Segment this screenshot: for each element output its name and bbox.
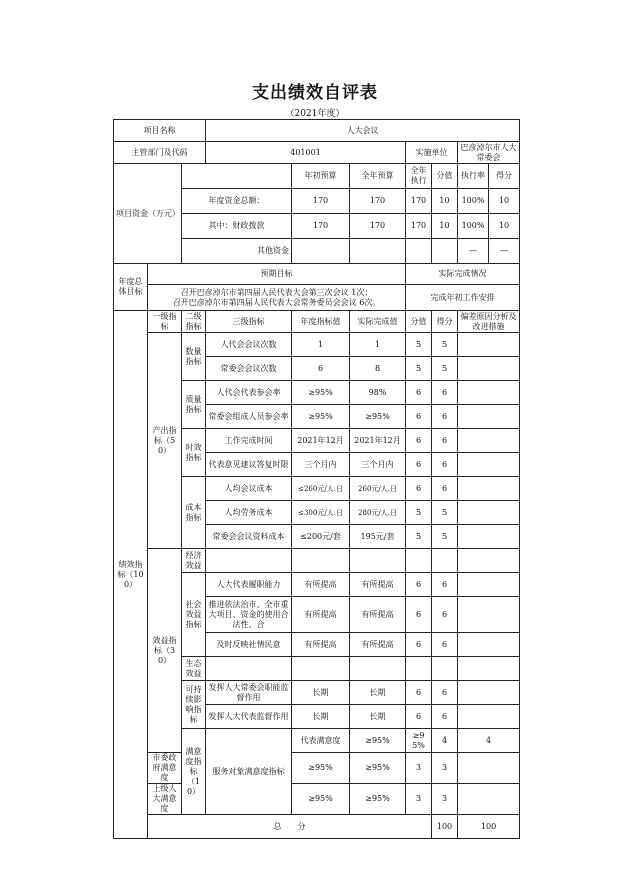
indicator-actual (350, 657, 406, 681)
level2-header: 二级指标 (182, 311, 206, 333)
indicator-score: 5 (432, 501, 458, 525)
indicator-score-val: 6 (406, 381, 432, 405)
dept-code: 401001 (206, 142, 406, 164)
indicator-reason (458, 525, 520, 549)
indicator-name: 常委会会议资料成本 (206, 525, 292, 549)
indicator-target: ≤200元/套 (292, 525, 350, 549)
indicator-actual: 有所提高 (350, 597, 406, 633)
total-label: 总 分 (148, 815, 432, 839)
indicator-actual: 长期 (350, 705, 406, 729)
indicator-name (206, 657, 292, 681)
indicator-target: 有所提高 (292, 633, 350, 657)
indicator-actual: ≥95% (350, 784, 406, 815)
indicator-target (292, 549, 350, 573)
funds-full: 170 (350, 214, 406, 239)
indicator-score-val: 6 (406, 705, 432, 729)
indicator-name: 发挥人大常委会职能监督作用 (206, 681, 292, 705)
annual-goal-header-row (114, 264, 520, 285)
reason-header: 偏差原因分析及改进措施 (458, 311, 520, 333)
target-header: 年度指标值 (292, 311, 350, 333)
funds-score-val: 10 (432, 214, 458, 239)
quality-indicators-label: 质量指标 (182, 381, 206, 429)
indicator-score-val: 5 (406, 357, 432, 381)
indicator-score-val: 3 (406, 784, 432, 815)
indicator-reason (458, 784, 520, 815)
funds-row-label: 其他资金 (182, 239, 292, 264)
indicator-actual: 98% (350, 381, 406, 405)
actual-header: 实际完成值 (350, 311, 406, 333)
dept-row (114, 142, 520, 164)
indicator-name: 常委会组成人员参会率 (206, 405, 292, 429)
indicator-actual: 195元/套 (350, 525, 406, 549)
service-satisfaction-label: 服务对象满意度指标 (206, 729, 292, 815)
indicator-header-row (114, 311, 520, 333)
indicator-score: 6 (432, 597, 458, 633)
indicator-score: 6 (432, 405, 458, 429)
indicator-reason (458, 549, 520, 573)
indicator-name: 及时反映社情民意 (206, 633, 292, 657)
indicator-reason (458, 753, 520, 784)
indicator-reason (458, 429, 520, 453)
expected-goal-line-2: 召开巴彦淖尔市第四届人民代表大会常务委员会会议 6次。 (172, 297, 381, 307)
funds-exec (406, 239, 432, 264)
funds-col-score-val: 分值 (432, 164, 458, 189)
indicator-score-val: 5 (406, 525, 432, 549)
indicator-name: 工作完成时间 (206, 429, 292, 453)
ecological-benefit-label: 生态效益 (182, 657, 206, 681)
funds-rate-score (458, 189, 520, 214)
indicator-name: 常委会会议次数 (206, 357, 292, 381)
indicator-score-val: 5 (406, 333, 432, 357)
indicator-reason (458, 573, 520, 597)
performance-indicators-label: 绩效指标（100） (114, 311, 148, 839)
indicator-name: 推进依法治市、全市重大项目、资金的使用合法性、合 (206, 597, 292, 633)
indicator-score: 6 (432, 477, 458, 501)
satisfaction-indicators-label: 满意度指标（10） (182, 729, 206, 815)
indicator-score (432, 549, 458, 573)
indicator-score: 6 (432, 453, 458, 477)
funds-score: — (500, 246, 509, 255)
indicator-target (292, 657, 350, 681)
indicator-score-val: 6 (406, 477, 432, 501)
quantity-indicators-label: 数量指标 (182, 333, 206, 381)
indicator-target: ≥95% (292, 381, 350, 405)
indicator-target: 6 (292, 357, 350, 381)
indicator-reason (458, 477, 520, 501)
funds-initial (292, 239, 350, 264)
funds-score: 10 (498, 221, 510, 230)
funds-label: 项目资金（万元） (114, 164, 182, 264)
funds-exec: 170 (406, 189, 432, 214)
level3-header: 三级指标 (206, 311, 292, 333)
indicator-actual: 280元/人.日 (350, 501, 406, 525)
indicator-target: ≥95% (350, 729, 406, 753)
indicator-score: 5 (432, 525, 458, 549)
indicator-actual: ≥95% (350, 405, 406, 429)
dept-label: 主管部门及代码 (114, 142, 206, 164)
level1-header: 一级指标 (148, 311, 182, 333)
indicator-actual: 有所提高 (350, 633, 406, 657)
total-row (114, 815, 520, 839)
benefit-indicators-label: 效益指标（30） (148, 549, 182, 753)
indicator-actual: 长期 (350, 681, 406, 705)
indicator-name: 代表满意度 (292, 729, 350, 753)
indicator-actual: ≥95% (350, 753, 406, 784)
expected-goal-header: 预期目标 (148, 264, 406, 285)
indicator-row (114, 333, 520, 357)
funds-row-label: 年度资金总额： (182, 189, 292, 214)
social-benefit-label: 社会效益指标 (182, 573, 206, 657)
indicator-score (432, 657, 458, 681)
indicator-name: 发挥人大代表监督作用 (206, 705, 292, 729)
indicator-reason (458, 453, 520, 477)
indicator-target: ≥95% (292, 784, 350, 815)
indicator-reason (458, 357, 520, 381)
impl-unit-value: 巴彦淖尔市人大常委会 (458, 142, 520, 164)
funds-rate: 100% (458, 214, 489, 238)
funds-row-label: 其中：财政拨款 (182, 214, 292, 239)
annual-goal-label: 年度总体目标 (114, 264, 148, 311)
funds-full: 170 (350, 189, 406, 214)
annual-goal-row (114, 285, 520, 311)
indicator-score-val: 6 (406, 453, 432, 477)
indicator-score: 6 (432, 381, 458, 405)
indicator-score-val: 3 (406, 753, 432, 784)
indicator-name: 人代会会议次数 (206, 333, 292, 357)
indicator-score-val: 6 (406, 633, 432, 657)
funds-full (350, 239, 406, 264)
page-subtitle: （2021年度） (285, 109, 345, 119)
indicator-score-val (406, 657, 432, 681)
funds-rate: 100% (458, 189, 489, 213)
indicator-score-val: 6 (406, 681, 432, 705)
funds-col-initial: 年初预算 (292, 164, 350, 189)
expected-goal-line-1: 召开巴彦淖尔市第四届人民代表大会第三次会议 1次； (180, 287, 373, 297)
indicator-score-val: 6 (406, 573, 432, 597)
funds-rate-score (458, 239, 520, 264)
indicator-actual: ≥95% (406, 729, 432, 753)
indicator-name: 人均会议成本 (206, 477, 292, 501)
indicator-score: 5 (432, 333, 458, 357)
indicator-score-val: 6 (406, 405, 432, 429)
indicator-target: 长期 (292, 681, 350, 705)
indicator-target: 长期 (292, 705, 350, 729)
indicator-name: 代表意见建议答复时限 (206, 453, 292, 477)
total-score: 100 (458, 815, 520, 839)
economic-benefit-label: 经济效益 (182, 549, 206, 573)
actual-status-text: 完成年初工作安排 (406, 285, 520, 311)
funds-initial: 170 (292, 189, 350, 214)
funds-col-score: 得分 (496, 171, 513, 180)
indicator-actual: 有所提高 (350, 573, 406, 597)
indicator-actual: 1 (350, 333, 406, 357)
project-name-value: 人大会议 (206, 120, 520, 142)
funds-score: 10 (498, 196, 510, 205)
indicator-target: 1 (292, 333, 350, 357)
indicator-score: 6 (432, 429, 458, 453)
indicator-reason (458, 681, 520, 705)
funds-blank-cell (182, 164, 292, 189)
page-title: 支出绩效自评表 (252, 83, 378, 103)
indicator-reason (458, 597, 520, 633)
indicator-target: ≥95% (292, 753, 350, 784)
project-name-row (114, 120, 520, 142)
funds-rate: — (458, 239, 489, 263)
indicator-score: 6 (432, 573, 458, 597)
indicator-score: 6 (432, 681, 458, 705)
funds-col-rate: 执行率 (458, 164, 489, 188)
indicator-score: 4 (458, 729, 520, 753)
indicator-reason (458, 381, 520, 405)
funds-header-row (114, 164, 520, 189)
indicator-score-val (406, 549, 432, 573)
funds-rate-score (458, 214, 520, 239)
performance-table (113, 119, 520, 839)
indicator-actual: 三个月内 (350, 453, 406, 477)
indicator-target: 2021年12月 (292, 429, 350, 453)
indicator-score: 3 (432, 784, 458, 815)
indicator-score: 6 (432, 633, 458, 657)
funds-col-rate-score (458, 164, 520, 189)
cost-indicators-label: 成本指标 (182, 477, 206, 549)
funds-col-full: 全年预算 (350, 164, 406, 189)
sustainable-impact-label: 可持续影响指标 (182, 681, 206, 729)
indicator-reason (458, 633, 520, 657)
funds-score-val (432, 239, 458, 264)
indicator-score: 6 (432, 705, 458, 729)
funds-exec: 170 (406, 214, 432, 239)
output-indicators-label: 产出指标（50） (148, 333, 182, 549)
impl-unit-label: 实施单位 (406, 142, 458, 164)
actual-status-header: 实际完成情况 (406, 264, 520, 285)
indicator-actual: 8 (350, 357, 406, 381)
indicator-score: 3 (432, 753, 458, 784)
indicator-name: 人代会代表参会率 (206, 381, 292, 405)
indicator-name: 人大代表履职能力 (206, 573, 292, 597)
indicator-score-val: 6 (406, 429, 432, 453)
indicator-name: 人均劳务成本 (206, 501, 292, 525)
indicator-target: 有所提高 (292, 597, 350, 633)
indicator-name: 市委政府满意度 (148, 753, 182, 784)
indicator-target: ≤300元/人.日 (292, 501, 350, 525)
project-name-label: 项目名称 (114, 120, 206, 142)
indicator-score: 5 (432, 357, 458, 381)
total-score-val: 100 (432, 815, 458, 839)
funds-initial: 170 (292, 214, 350, 239)
indicator-reason (458, 405, 520, 429)
indicator-row (114, 753, 520, 784)
indicator-row (114, 784, 520, 815)
indicator-actual (350, 549, 406, 573)
indicator-actual: 2021年12月 (350, 429, 406, 453)
timeliness-indicators-label: 时效指标 (182, 429, 206, 477)
indicator-row (114, 549, 520, 573)
indicator-score-val: 6 (406, 597, 432, 633)
indicator-target: ≤260元/人.日 (292, 477, 350, 501)
funds-col-exec: 全年执行 (406, 164, 432, 189)
score-val-header: 分值 (406, 311, 432, 333)
indicator-reason (458, 705, 520, 729)
indicator-reason (458, 657, 520, 681)
indicator-score-val: 4 (432, 729, 458, 753)
indicator-reason (458, 501, 520, 525)
indicator-name: 上级人大满意度 (148, 784, 182, 815)
indicator-actual: 260元/人.日 (350, 477, 406, 501)
indicator-score-val: 5 (406, 501, 432, 525)
indicator-reason (458, 333, 520, 357)
indicator-target: ≥95% (292, 405, 350, 429)
expected-goal-text (148, 285, 406, 311)
indicator-target: 有所提高 (292, 573, 350, 597)
funds-score-val: 10 (432, 189, 458, 214)
indicator-target: 三个月内 (292, 453, 350, 477)
indicator-name (206, 549, 292, 573)
score-header: 得分 (432, 311, 458, 333)
